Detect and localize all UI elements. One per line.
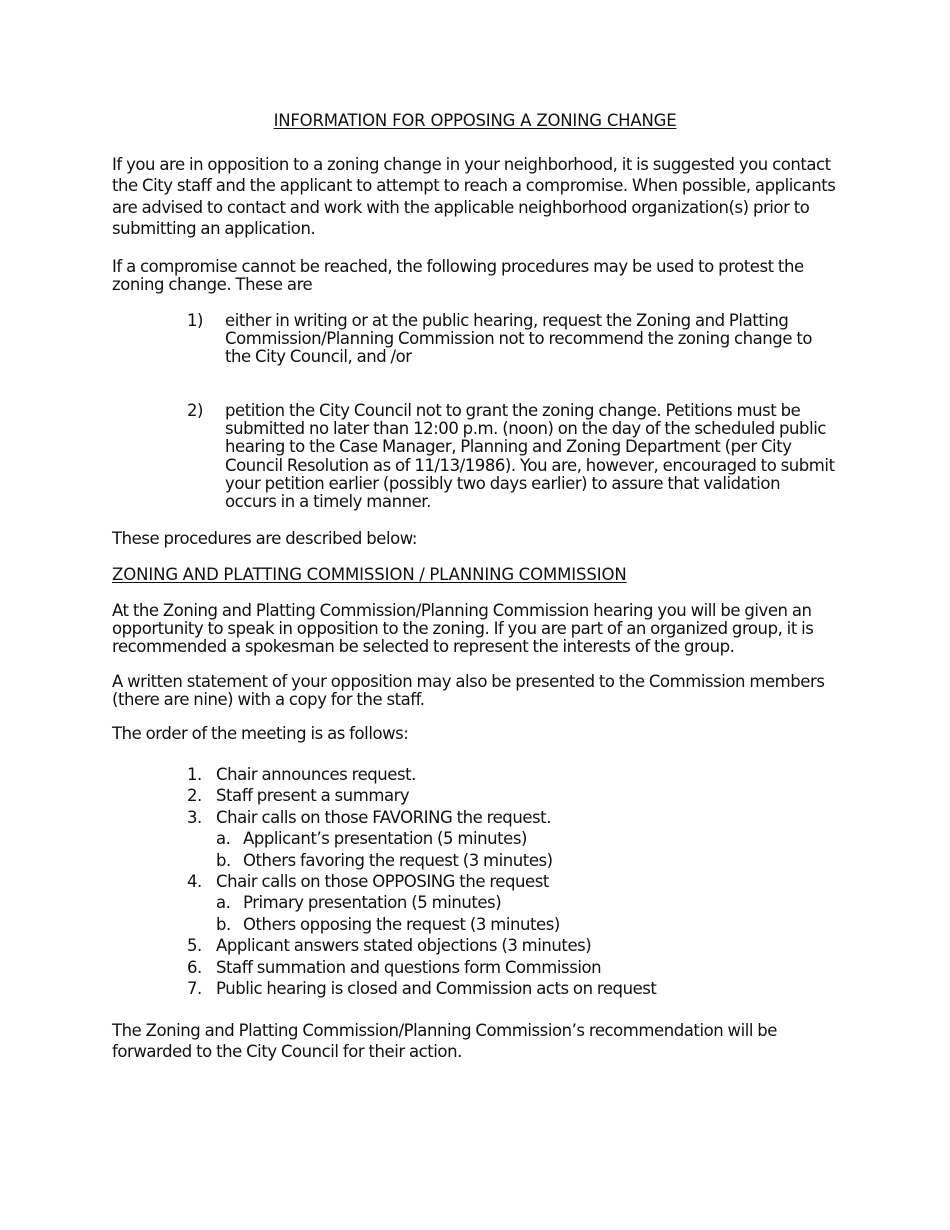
list-text: Chair calls on those OPPOSING the request: [216, 871, 549, 891]
list-text: Others opposing the request (3 minutes): [243, 914, 560, 934]
procedure-text: petition the City Council not to grant the zoning change. Petitions must be submitted no later than 12:00 p.m. (noon) on the day of the scheduled public hearing to the Case Manager, Planning and Zoning Department (per City Council Resolution as of 11/13/1986). You are, however, encouraged to submit your petition earlier (possibly two days earlier) to assure that validation occurs in a timely manner.: [225, 401, 835, 512]
list-text: Chair announces request.: [216, 765, 416, 784]
document-title: INFORMATION FOR OPPOSING A ZONING CHANGE: [273, 111, 677, 130]
list-marker: 2.: [187, 786, 202, 806]
order-intro: The order of the meeting is as follows:: [112, 724, 409, 743]
compromise-paragraph: If a compromise cannot be reached, the following procedures may be used to protest the zoning change. These are: [112, 257, 804, 295]
list-text: Primary presentation (5 minutes): [243, 893, 502, 913]
list-marker: 1.: [187, 765, 202, 784]
list-marker: 6.: [187, 957, 202, 977]
list-marker: b.: [216, 850, 231, 870]
section-heading: ZONING AND PLATTING COMMISSION / PLANNING COMMISSION: [112, 565, 627, 584]
list-text: Chair calls on those FAVORING the request.: [216, 807, 551, 827]
list-marker: 7.: [187, 978, 202, 998]
intro-paragraph: If you are in opposition to a zoning change in your neighborhood, it is suggested you contact the City staff and the applicant to attempt to reach a compromise. When possible, applicants are advised to contact and work with the applicable neighborhood organization(s) prior to submitting an application.: [112, 155, 836, 238]
list-text: Applicant answers stated objections (3 minutes): [216, 936, 592, 956]
list-marker: b.: [216, 914, 231, 934]
list-marker: a.: [216, 829, 231, 849]
list-text: Staff summation and questions form Commission: [216, 957, 602, 977]
described-below-text: These procedures are described below:: [112, 529, 417, 548]
list-marker: 4.: [187, 871, 202, 891]
list-marker: 3.: [187, 807, 202, 827]
procedure-text: either in writing or at the public hearing, request the Zoning and Platting Commission/Planning Commission not to recommend the zoning change to the City Council, and /or: [225, 311, 812, 367]
written-statement-paragraph: A written statement of your opposition may also be presented to the Commission members (there are nine) with a copy for the staff.: [112, 672, 825, 710]
list-text: Public hearing is closed and Commission acts on request: [216, 978, 657, 998]
procedure-number: 2): [187, 401, 204, 420]
list-marker: 5.: [187, 936, 202, 956]
list-text: Applicant’s presentation (5 minutes): [243, 829, 527, 849]
procedure-number: 1): [187, 311, 204, 330]
list-marker: a.: [216, 893, 231, 913]
list-text: Staff present a summary: [216, 786, 410, 806]
hearing-paragraph: At the Zoning and Platting Commission/Planning Commission hearing you will be given an opportunity to speak in opposition to the zoning. If you are part of an organized group, it is recommended a spokesman be selected to represent the interests of the group.: [112, 601, 814, 657]
closing-paragraph: The Zoning and Platting Commission/Planning Commission’s recommendation will be forwarded to the City Council for their action.: [112, 1021, 777, 1062]
list-text: Others favoring the request (3 minutes): [243, 850, 553, 870]
